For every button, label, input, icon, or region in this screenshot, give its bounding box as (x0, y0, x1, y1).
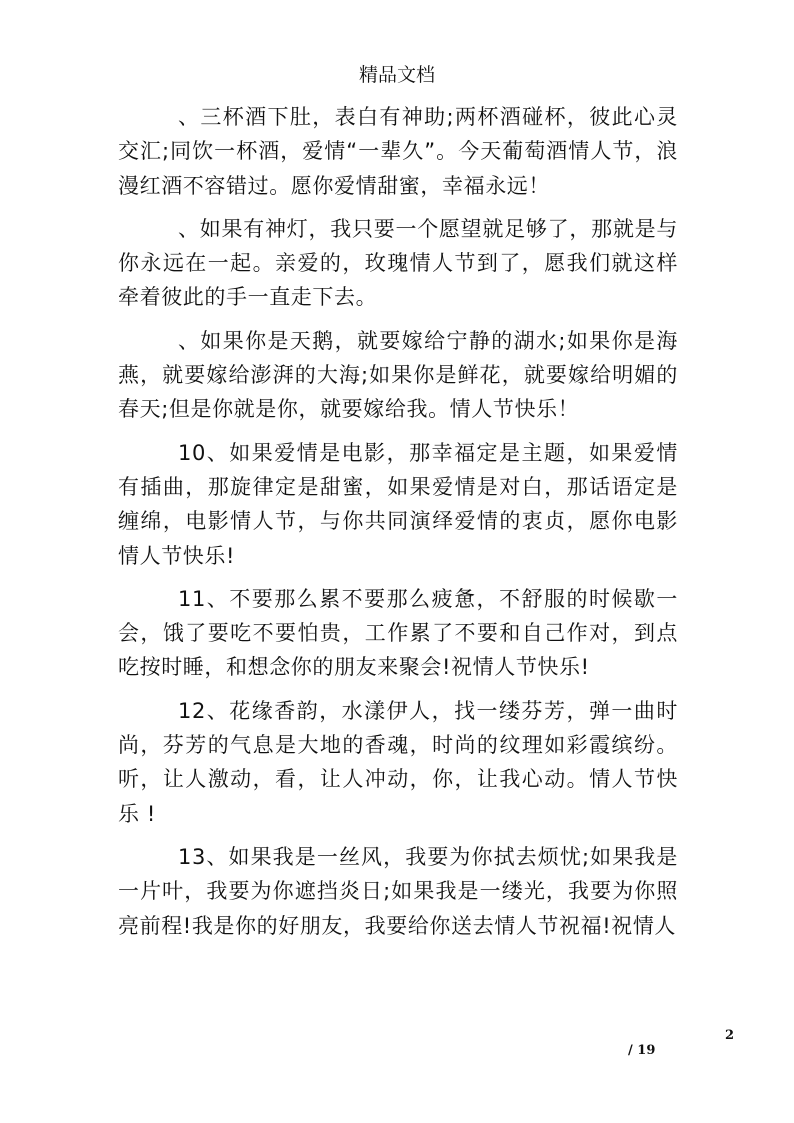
paragraph: 10、如果爱情是电影，那幸福定是主题，如果爱情有插曲，那旋律定是甜蜜，如果爱情是对白，那话语定是缠绵，电影情人节，与你共同演绎爱情的衷贞，愿你电影情人节快乐! (118, 440, 678, 568)
page-total: / 19 (628, 1043, 656, 1058)
paragraph: 13、如果我是一丝风，我要为你拭去烦忧;如果我是一片叶，我要为你遮挡炎日;如果我是一缕光，我要为你照亮前程!我是你的好朋友，我要给你送去情人节祝福!祝情人 (118, 844, 678, 938)
paragraph: 12、花缘香韵，水漾伊人，找一缕芬芳，弹一曲时尚，芬芳的气息是大地的香魂，时尚的纹理如彩霞缤纷。听，让人激动，看，让人冲动，你，让我心动。情人节快乐 ! (118, 698, 678, 826)
paragraph: 、如果有神灯，我只要一个愿望就足够了，那就是与你永远在一起。亲爱的，玫瑰情人节到了，愿我们就这样牵着彼此的手一直走下去。 (118, 216, 678, 310)
paragraph: 、三杯酒下肚，表白有神助;两杯酒碰杯，彼此心灵交汇;同饮一杯酒，爱情“一辈久”。今天葡萄酒情人节，浪漫红酒不容错过。愿你爱情甜蜜，幸福永远！ (118, 105, 678, 198)
page-header-title: 精品文档 (358, 64, 435, 86)
page-number: 2 (724, 1028, 734, 1043)
document-body (118, 100, 678, 943)
paragraph: 11、不要那么累不要那么疲惫，不舒服的时候歇一会，饿了要吃不要怕贵，工作累了不要和自己作对，到点吃按时睡，和想念你的朋友来聚会!祝情人节快乐! (118, 586, 678, 680)
paragraph: 、如果你是天鹅，就要嫁给宁静的湖水;如果你是海燕，就要嫁给澎湃的大海;如果你是鲜花，就要嫁给明媚的春天;但是你就是你，就要嫁给我。情人节快乐！ (118, 328, 678, 422)
